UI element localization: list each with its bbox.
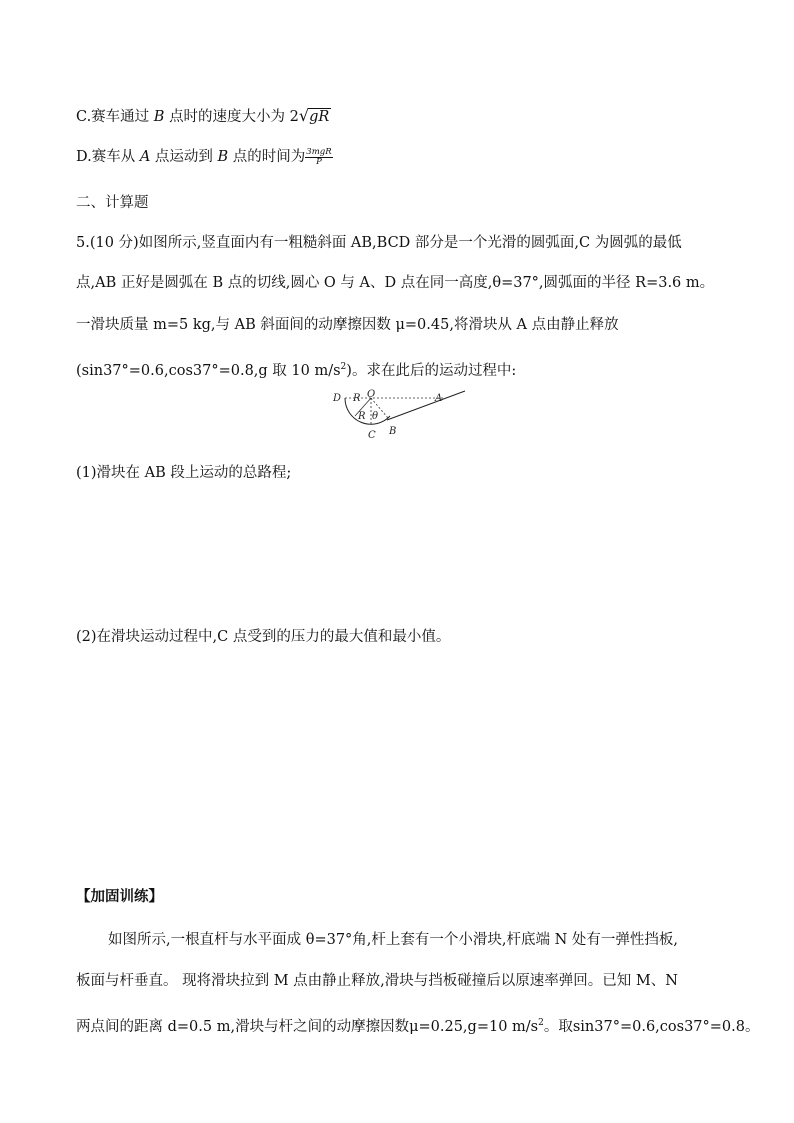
problem5-line1: 5.(10 分)如图所示,竖直面内有一粗糙斜面 AB,BCD 部分是一个光滑的圆弧面,C 为圆弧的最低 bbox=[76, 235, 682, 251]
label-r-mid: R bbox=[358, 411, 366, 422]
consolidation-line3-a: 两点间的距离 d=0.5 m,滑块与杆之间的动摩擦因数μ=0.25,g=10 m/s bbox=[76, 1019, 539, 1035]
option-d-fraction bbox=[305, 148, 332, 167]
label-d: D bbox=[333, 393, 342, 404]
section-title: 二、计算题 bbox=[76, 195, 149, 211]
option-d-suffix: 点的时间为 bbox=[232, 149, 306, 165]
problem5-line4-sup: 2 bbox=[340, 362, 347, 372]
option-c-root: gR bbox=[309, 109, 330, 125]
consolidation-line3-b: 。取sin37°=0.6,cos37°=0.8。 bbox=[543, 1019, 760, 1035]
option-d-prefix: D.赛车从 bbox=[76, 149, 136, 165]
consolidation-line1: 如图所示,一根直杆与水平面成 θ=37°角,杆上套有一个小滑块,杆底端 N 处有一弹性挡板, bbox=[108, 932, 679, 948]
problem5-line4-b: )。求在此后的运动过程中: bbox=[346, 363, 517, 379]
problem5-line4 bbox=[76, 357, 516, 381]
fraction-numerator: 3mgR bbox=[306, 146, 332, 157]
consolidation-title: 【加固训练】 bbox=[76, 888, 163, 905]
option-c-mid: 点时的速度大小为 2 bbox=[169, 109, 299, 125]
option-c-point: B bbox=[153, 109, 165, 125]
sqrt-icon: √ bbox=[298, 106, 310, 125]
question-1: (1)滑块在 AB 段上运动的总路程; bbox=[76, 465, 292, 481]
label-c: C bbox=[368, 430, 376, 441]
label-theta: θ bbox=[372, 411, 379, 422]
option-d-point-a: A bbox=[139, 149, 151, 165]
option-c-prefix: C.赛车通过 bbox=[76, 109, 150, 125]
option-d-mid: 点运动到 bbox=[154, 149, 213, 165]
consolidation-line2: 板面与杆垂直。 现将滑块拉到 M 点由静止释放,滑块与挡板碰撞后以原速率弹回。已知 M、N bbox=[76, 973, 678, 989]
option-c bbox=[76, 106, 331, 127]
question-2: (2)在滑块运动过程中,C 点受到的压力的最大值和最小值。 bbox=[76, 629, 451, 645]
problem5-line2: 点,AB 正好是圆弧在 B 点的切线,圆心 O 与 A、D 点在同一高度,θ=37°,圆弧面的半径 R=3.6 m。 bbox=[76, 275, 715, 291]
label-r-top: R bbox=[353, 393, 361, 404]
option-d bbox=[76, 147, 333, 167]
consolidation-line3-sup: 2 bbox=[538, 1018, 544, 1028]
label-o: O bbox=[367, 389, 376, 400]
physics-diagram bbox=[325, 386, 475, 448]
consolidation-line3 bbox=[76, 1013, 759, 1037]
fraction-denominator: P bbox=[316, 156, 322, 167]
option-d-point-b: B bbox=[217, 149, 229, 165]
incline-ab bbox=[387, 391, 465, 420]
label-a: A bbox=[435, 393, 443, 404]
label-b: B bbox=[389, 426, 397, 437]
problem5-line3: 一滑块质量 m=5 kg,与 AB 斜面间的动摩擦因数 μ=0.45,将滑块从 A 点由静止释放 bbox=[76, 317, 619, 333]
problem5-line4-a: (sin37°=0.6,cos37°=0.8,g 取 10 m/s bbox=[76, 363, 341, 379]
